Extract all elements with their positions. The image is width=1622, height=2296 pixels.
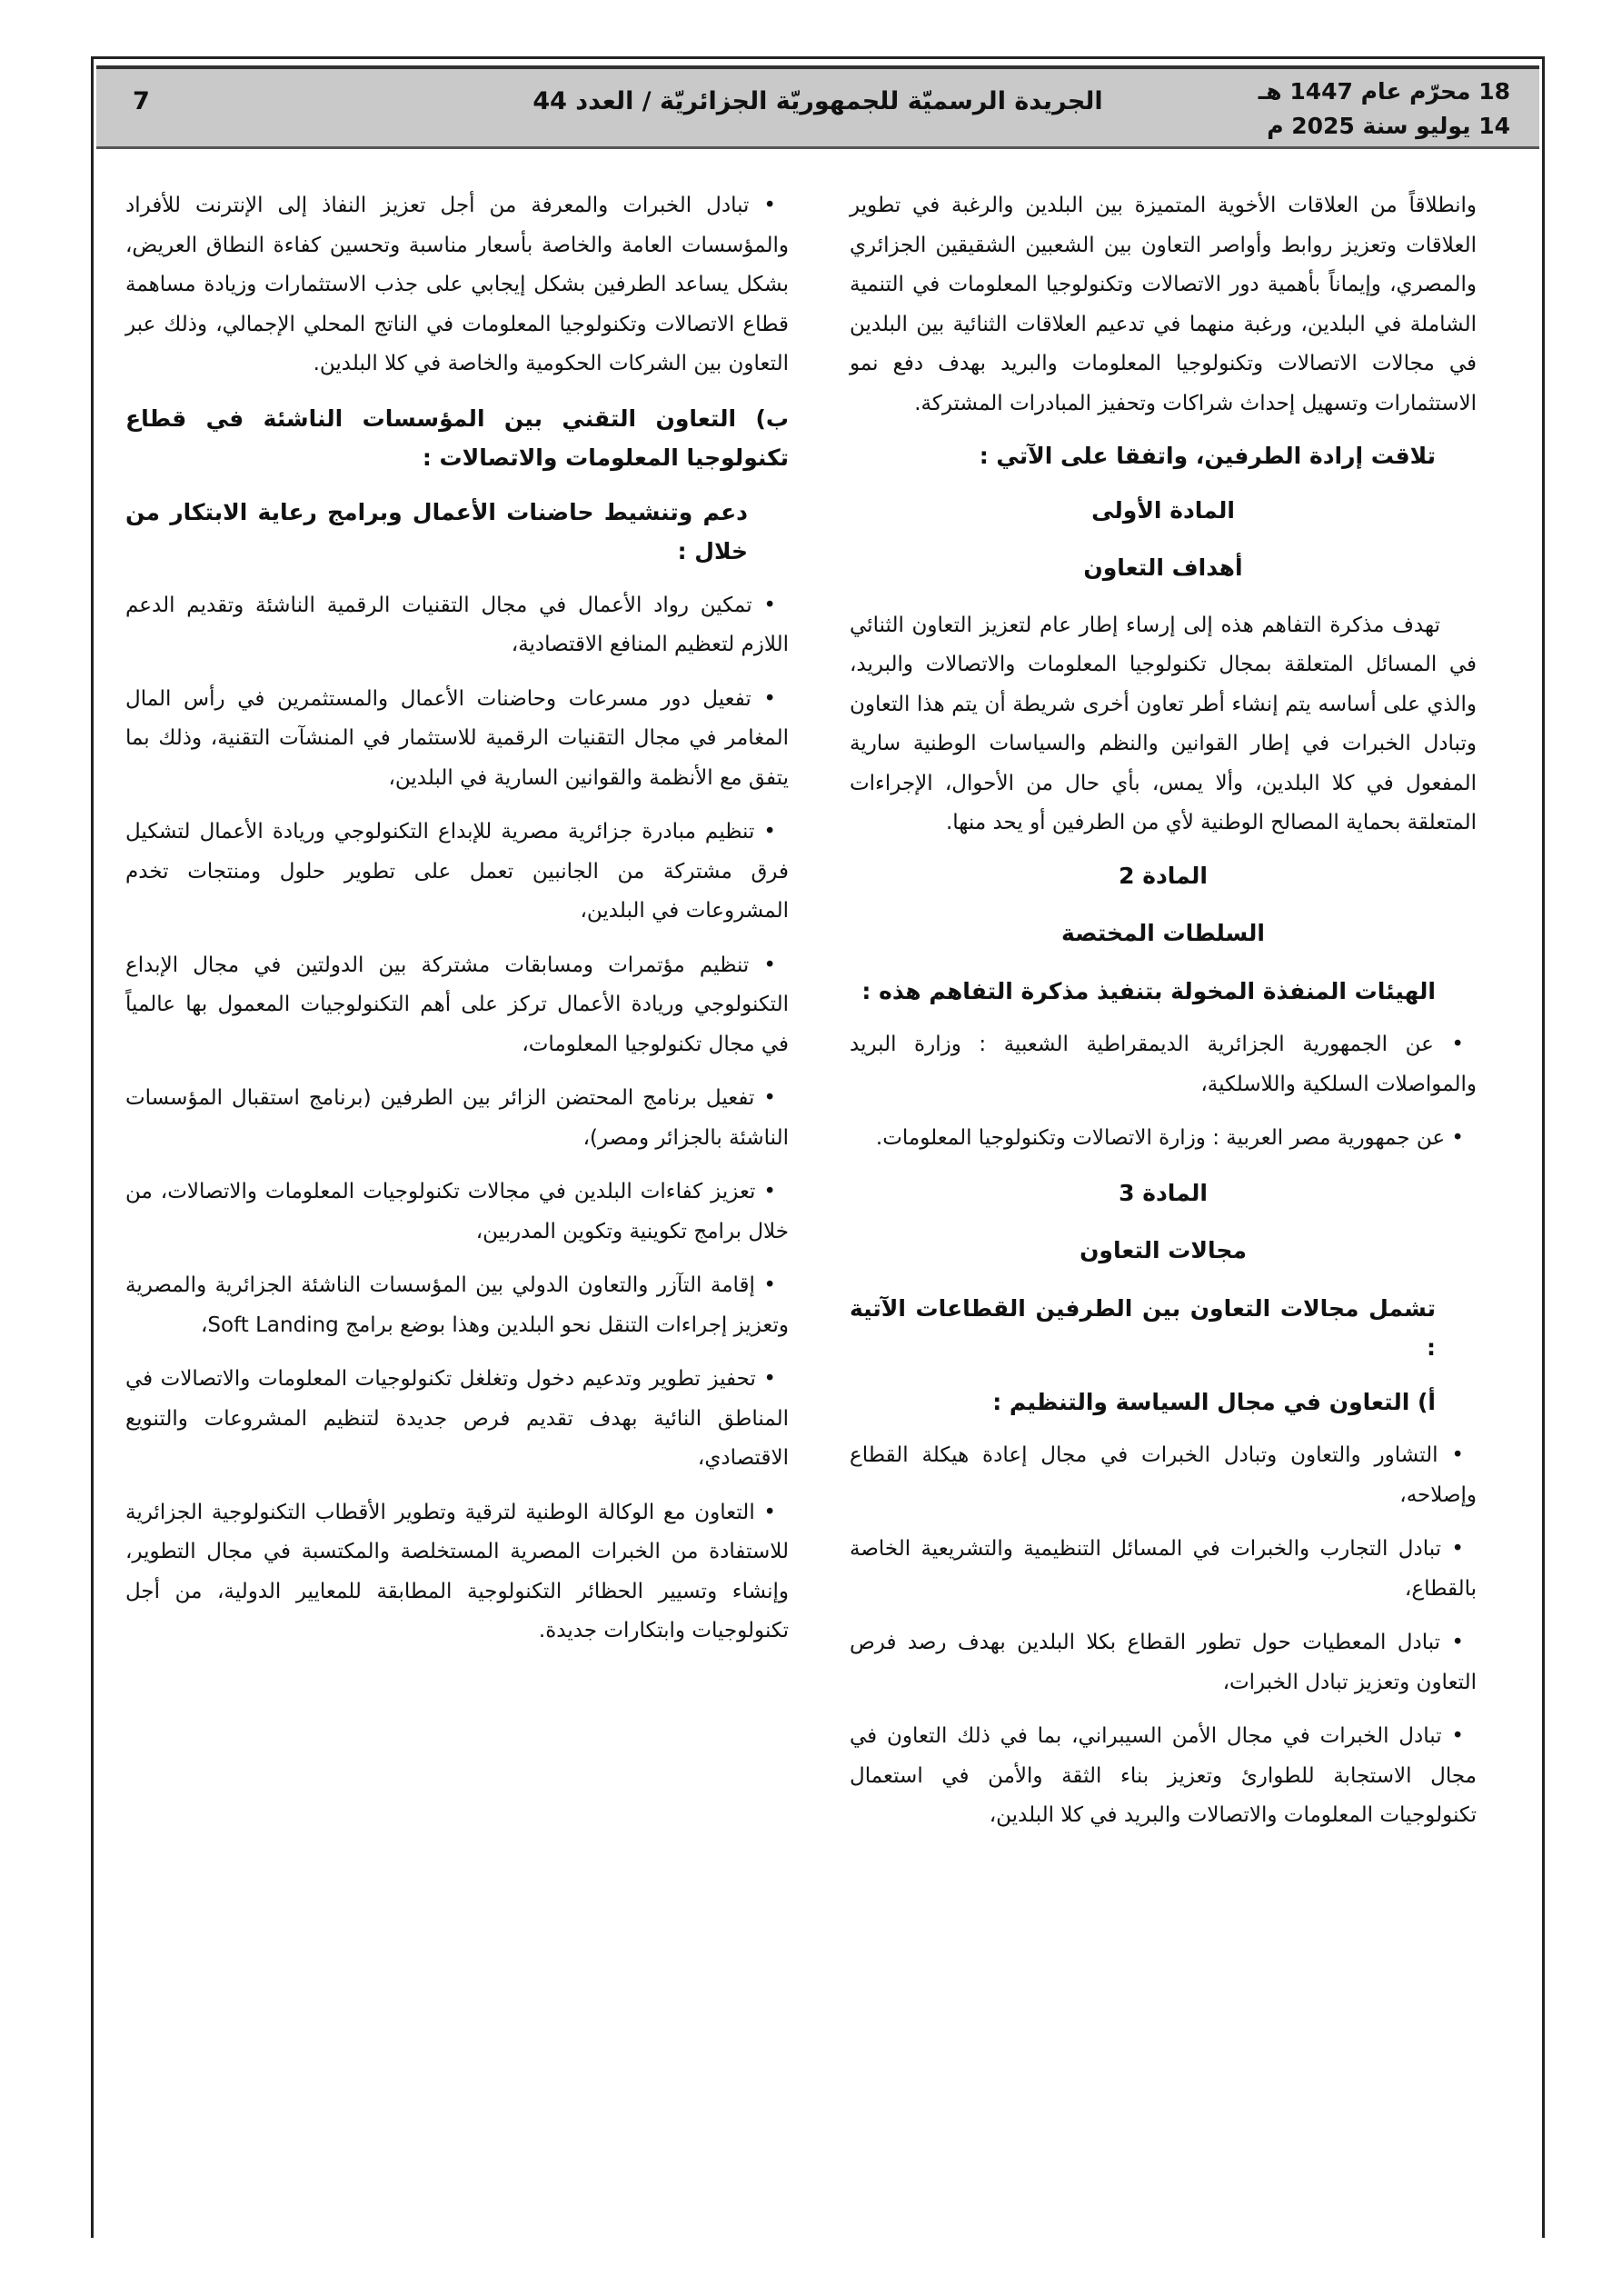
gazette-title: الجريدة الرسميّة للجمهوريّة الجزائريّة / العدد 44 — [532, 87, 1103, 115]
bullet-item: • تفعيل برنامج المحتضن الزائر بين الطرفين (برنامج استقبال المؤسسات الناشئة بالجزائر ومصر)، — [125, 1079, 789, 1158]
right-column — [850, 186, 1477, 1851]
article-heading: مجالات التعاون — [1080, 1237, 1247, 1263]
bullet-item: • تنظيم مبادرة جزائرية مصرية للإبداع التكنولوجي وريادة الأعمال لتشكيل فرق مشتركة من الجانبين تعمل على تطوير حلول ومنتجات تخدم المشروعات في البلدين، — [125, 813, 789, 932]
hijri-date: 18 محرّم عام 1447 هـ — [1258, 78, 1510, 105]
section-heading: ب) التعاون التقني بين المؤسسات الناشئة في قطاع تكنولوجيا المعلومات والاتصالات : — [125, 404, 789, 471]
gregorian-date: 14 يوليو سنة 2025 م — [1267, 113, 1510, 139]
page-frame-top — [91, 56, 1545, 59]
bullet-item: • التشاور والتعاون وتبادل الخبرات في مجال إعادة هيكلة القطاع وإصلاحه، — [850, 1436, 1477, 1515]
article-heading: المادة 2 — [1119, 862, 1208, 889]
section-heading: دعم وتنشيط حاضنات الأعمال وبرامج رعاية الابتكار من خلال : — [125, 498, 748, 564]
bullet-item: • إقامة التآزر والتعاون الدولي بين المؤسسات الناشئة الجزائرية والمصرية وتعزيز إجراءات التنقل نحو البلدين وهذا بوضع برامج Soft Landing، — [125, 1266, 789, 1345]
bullet-item: • تبادل التجارب والخبرات في المسائل التنظيمية والتشريعية الخاصة بالقطاع، — [850, 1530, 1477, 1609]
bullet-item: • تفعيل دور مسرعات وحاضنات الأعمال والمستثمرين في رأس المال المغامر في مجال التقنيات الرقمية للاستثمار في المنشآت التقنية، وذلك بما يتفق مع الأنظمة والقوانين السارية في البلدين، — [125, 680, 789, 799]
page-frame-right — [1542, 56, 1545, 2238]
paragraph: تهدف مذكرة التفاهم هذه إلى إرساء إطار عام لتعزيز التعاون الثنائي في المسائل المتعلقة بمجال تكنولوجيا المعلومات والاتصالات والبريد، والذي على أساسه يتم إنشاء أطر تعاون أخرى شريطة أن يتم هذا التعاون وتبادل الخبرات في إطار القوانين والنظم والسياسات الوطنية سارية المفعول في كلا البلدين، وألا يمس، بأي حال من الأحوال، الإجراءات المتعلقة بحماية المصالح الوطنية لأي من الطرفين أو يحد منها. — [850, 613, 1477, 834]
section-heading: تشمل مجالات التعاون بين الطرفين القطاعات الآتية : — [850, 1294, 1436, 1361]
section-heading: أ) التعاون في مجال السياسة والتنظيم : — [992, 1388, 1436, 1415]
bullet-item: • تحفيز تطوير وتدعيم دخول وتغلغل تكنولوجيات المعلومات والاتصالات في المناطق النائية بهدف تقديم فرص جديدة لتنظيم المشروعات والتنويع الاقتصادي، — [125, 1360, 789, 1479]
bullet-item: • عن جمهورية مصر العربية : وزارة الاتصالات وتكنولوجيا المعلومات. — [850, 1119, 1477, 1159]
bullet-item: • تبادل الخبرات في مجال الأمن السيبراني، بما في ذلك التعاون في مجال الاستجابة للطوارئ وتعزيز بناء الثقة والأمن في استعمال تكنولوجيات المعلومات والاتصالات والبريد في كلا البلدين، — [850, 1717, 1477, 1836]
bullet-item: • تنظيم مؤتمرات ومسابقات مشتركة بين الدولتين في مجال الإبداع التكنولوجي وريادة الأعمال تركز على أهم التكنولوجيات المعمول بها عالمياً في مجال تكنولوجيا المعلومات، — [125, 946, 789, 1065]
article-heading: السلطات المختصة — [1061, 920, 1265, 946]
bullet-item: • عن الجمهورية الجزائرية الديمقراطية الشعبية : وزارة البريد والمواصلات السلكية واللاسلكية، — [850, 1025, 1477, 1104]
paragraph: وانطلاقاً من العلاقات الأخوية المتميزة بين البلدين والرغبة في تطوير العلاقات وتعزيز روابط وأواصر التعاون بين الشعبين الشقيقين الجزائري والمصري، وإيماناً بأهمية دور الاتصالات وتكنولوجيا المعلومات في التنمية الشاملة في البلدين، ورغبة منهما في تدعيم العلاقات الثنائية بين البلدين في مجالات الاتصالات وتكنولوجيا المعلومات والبريد بهدف دفع نمو الاستثمارات وتسهيل إحداث شراكات وتحفيز المبادرات المشتركة. — [850, 194, 1477, 415]
page-number: 7 — [133, 87, 150, 115]
bullet-item: • تبادل الخبرات والمعرفة من أجل تعزيز النفاذ إلى الإنترنت للأفراد والمؤسسات العامة والخاصة بأسعار مناسبة وتحسين كفاءة النطاق العريض، بشكل يساعد الطرفين بشكل إيجابي على جذب الاستثمارات وزيادة مساهمة قطاع الاتصالات وتكنولوجيا المعلومات في الناتج المحلي الإجمالي، وذلك عبر التعاون بين الشركات الحكومية والخاصة في كلا البلدين. — [125, 186, 789, 384]
page-frame-left — [91, 56, 94, 2238]
bullet-item: • تبادل المعطيات حول تطور القطاع بكلا البلدين بهدف رصد فرص التعاون وتعزيز تبادل الخبرات، — [850, 1623, 1477, 1702]
bullet-item: • تعزيز كفاءات البلدين في مجالات تكنولوجيات المعلومات والاتصالات، من خلال برامج تكوينية وتكوين المدربين، — [125, 1173, 789, 1252]
article-heading: المادة 3 — [1119, 1179, 1208, 1206]
section-heading: الهيئات المنفذة المخولة بتنفيذ مذكرة التفاهم هذه : — [861, 977, 1436, 1004]
section-heading: تلاقت إرادة الطرفين، واتفقا على الآتي : — [979, 443, 1436, 469]
article-heading: أهداف التعاون — [1083, 554, 1243, 581]
bullet-item: • التعاون مع الوكالة الوطنية لترقية وتطوير الأقطاب التكنولوجية الجزائرية للاستفادة من الخبرات المصرية المستخلصة والمكتسبة في مجال التطوير، وإنشاء وتسيير الحظائر التكنولوجية المطابقة للمعايير الدولية، من أجل تكنولوجيات وابتكارات جديدة. — [125, 1493, 789, 1652]
left-column — [125, 186, 789, 1666]
article-heading: المادة الأولى — [1091, 496, 1235, 524]
gazette-header — [96, 65, 1539, 149]
bullet-item: • تمكين رواد الأعمال في مجال التقنيات الرقمية الناشئة وتقديم الدعم اللازم لتعظيم المنافع الاقتصادية، — [125, 586, 789, 665]
